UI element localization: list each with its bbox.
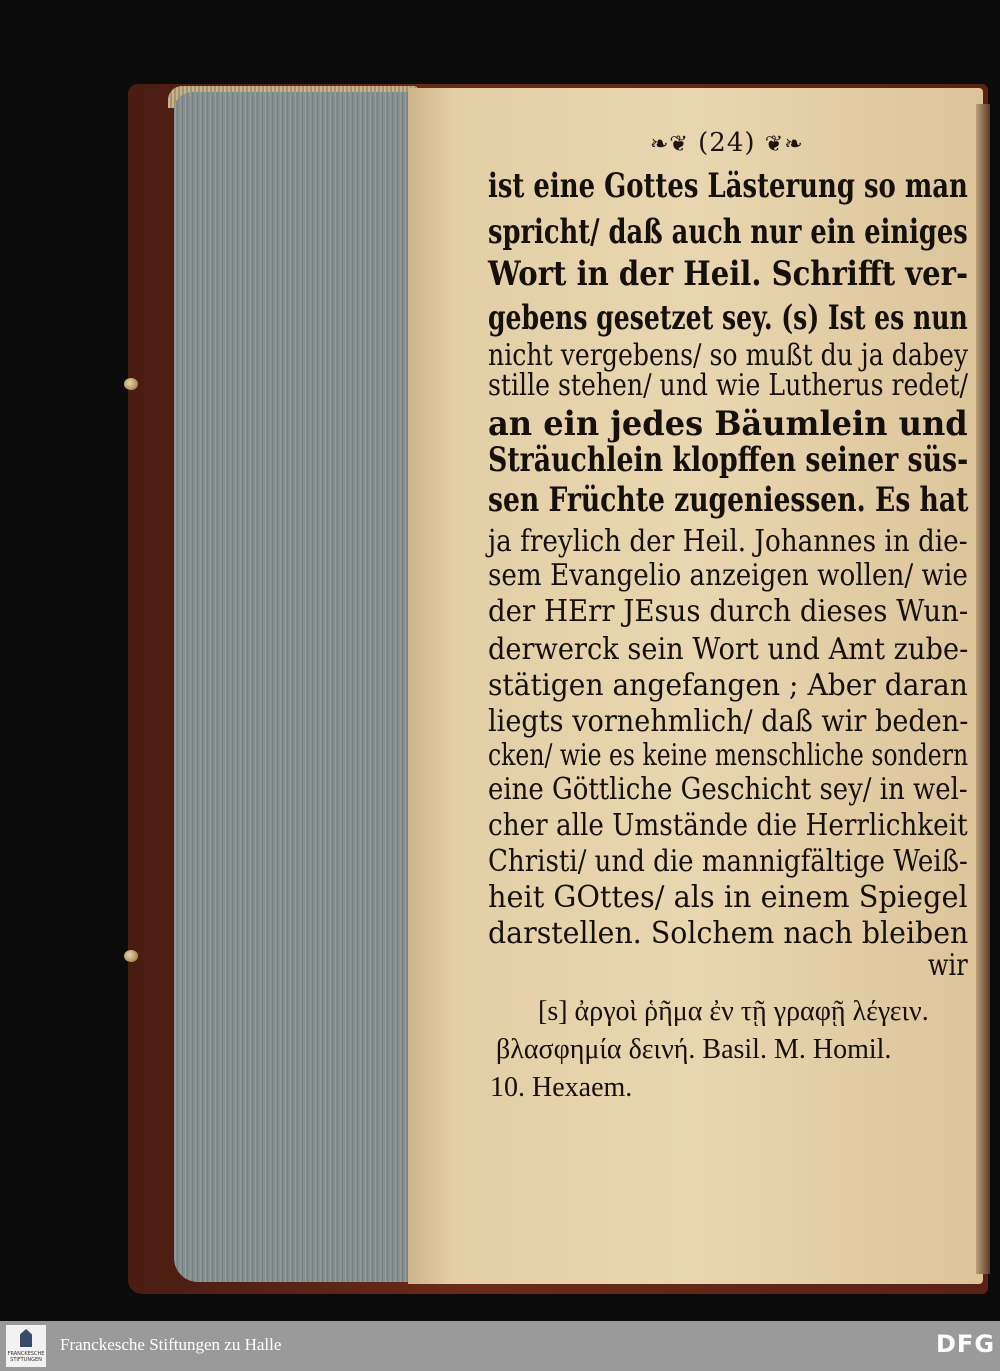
footnote-line: βλασφημία δεινή. Basil. M. Homil. [496, 1034, 892, 1065]
page-gutter [976, 104, 990, 1274]
text-line: nicht vergebens/ so mußt du ja dabey [488, 338, 969, 373]
dfg-logo: DFG [936, 1330, 996, 1358]
text-line: Sträuchlein klopffen seiner süs- [488, 440, 969, 480]
text-line: eine Göttliche Geschicht sey/ in wel- [488, 772, 968, 807]
text-line: cher alle Umstände die Herrlichkeit [488, 808, 968, 843]
page-number: (24) [698, 128, 756, 158]
text-line: cken/ wie es keine menschliche sondern [488, 738, 969, 773]
institution-logo [6, 1325, 46, 1367]
text-line: ist eine Gottes Lästerung so man [488, 166, 968, 206]
text-line: stille stehen/ und wie Lutherus redet/ [488, 368, 968, 403]
page-fore-edge [174, 92, 416, 1282]
catchword: wir [928, 948, 968, 983]
logo-caption: FRANCKESCHE STIFTUNGEN [7, 1351, 45, 1363]
text-line: gebens gesetzet sey. (s) Ist es nun [488, 298, 968, 338]
text-line: Christi/ und die mannigfältige Weiß- [488, 844, 968, 879]
text-line: sen Früchte zugeniessen. Es hat [488, 480, 969, 520]
text-line: an ein jedes Bäumlein und [488, 404, 968, 444]
page-header [650, 128, 804, 158]
text-line: derwerck sein Wort und Amt zube- [488, 632, 969, 667]
text-line: Wort in der Heil. Schrifft ver- [488, 254, 969, 294]
building-icon [20, 1329, 32, 1347]
text-line: ja freylich der Heil. Johannes in die- [488, 524, 968, 559]
text-line: darstellen. Solchem nach bleiben [488, 916, 969, 951]
ornament-left-icon: ❧❦ [650, 132, 689, 157]
text-line: liegts vornehmlich/ daß wir beden- [488, 704, 969, 739]
clasp-pin-icon [124, 378, 138, 390]
text-line: spricht/ daß auch nur ein einiges [488, 212, 968, 252]
footnote-line: 10. Hexaem. [490, 1072, 633, 1103]
ornament-right-icon: ❦❧ [764, 132, 804, 157]
text-line: der HErr JEsus durch dieses Wun- [488, 594, 969, 629]
text-line: stätigen angefangen ; Aber daran [488, 668, 968, 703]
text-line: heit GOttes/ als in einem Spiegel [488, 880, 968, 915]
footnote-line: [s] ἀργοὶ ῥῆμα ἐν τῇ γραφῇ λέγειν. [538, 996, 929, 1027]
institution-name: Franckesche Stiftungen zu Halle [60, 1335, 282, 1354]
text-line: sem Evangelio anzeigen wollen/ wie [488, 558, 968, 593]
clasp-pin-icon [124, 950, 138, 962]
